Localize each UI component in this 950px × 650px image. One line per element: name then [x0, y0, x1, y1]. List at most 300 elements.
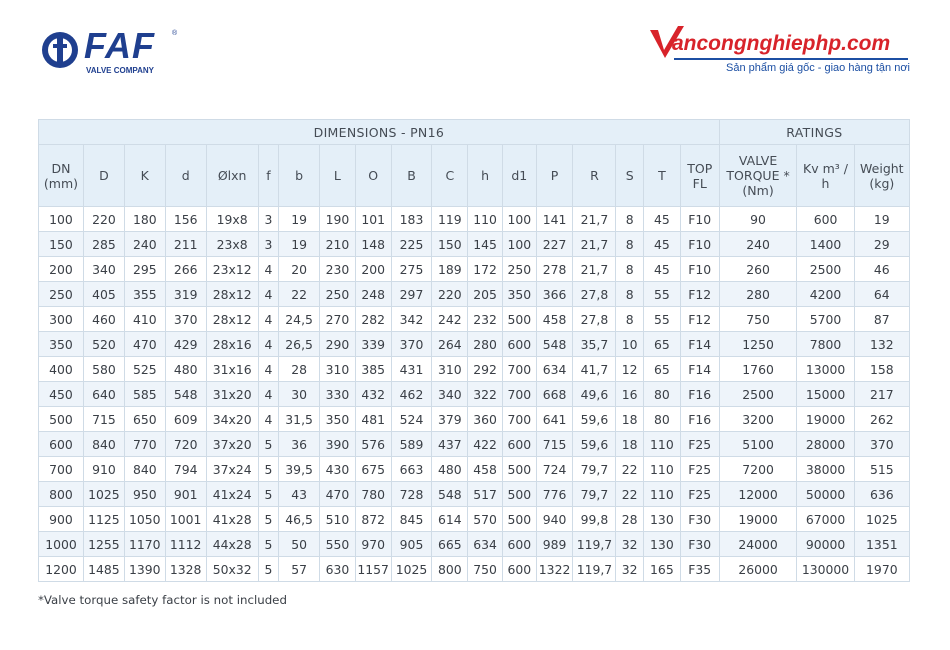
column-header-row [39, 145, 910, 207]
table-cell: 8 [616, 282, 644, 307]
table-cell: 15000 [797, 382, 854, 407]
brand-banner [648, 7, 910, 78]
table-cell: 770 [124, 432, 165, 457]
table-cell: 5 [258, 507, 278, 532]
table-cell: F35 [680, 557, 719, 582]
table-cell: 600 [502, 332, 536, 357]
table-cell: 64 [854, 282, 909, 307]
table-cell: 370 [165, 307, 206, 332]
table-cell: 45 [643, 207, 680, 232]
table-cell: 67000 [797, 507, 854, 532]
table-cell: F14 [680, 332, 719, 357]
table-cell: 845 [391, 507, 432, 532]
table-cell: F25 [680, 457, 719, 482]
table-cell: 59,6 [573, 432, 616, 457]
table-cell: 227 [536, 232, 573, 257]
table-cell: F12 [680, 307, 719, 332]
table-cell: 31x16 [206, 357, 258, 382]
column-header: f [258, 145, 278, 207]
table-cell: 101 [355, 207, 391, 232]
table-cell: 480 [165, 357, 206, 382]
table-cell: 970 [355, 532, 391, 557]
table-cell: 110 [643, 482, 680, 507]
table-cell: 220 [83, 207, 124, 232]
table-cell: 1170 [124, 532, 165, 557]
table-cell: 28x12 [206, 282, 258, 307]
table-cell: 270 [320, 307, 356, 332]
table-cell: 400 [39, 357, 84, 382]
table-cell: 319 [165, 282, 206, 307]
table-cell: 600 [502, 557, 536, 582]
table-cell: F16 [680, 382, 719, 407]
table-cell: 180 [124, 207, 165, 232]
table-cell: 225 [391, 232, 432, 257]
table-cell: F10 [680, 232, 719, 257]
table-cell: 183 [391, 207, 432, 232]
table-cell: 248 [355, 282, 391, 307]
table-cell: 130 [643, 532, 680, 557]
column-header: DN (mm) [39, 145, 84, 207]
table-cell: 240 [124, 232, 165, 257]
table-cell: 4 [258, 332, 278, 357]
table-cell: 119,7 [573, 532, 616, 557]
table-cell: 515 [854, 457, 909, 482]
table-cell: 18 [616, 432, 644, 457]
brand-name[interactable]: ancongnghiephp.com [672, 32, 891, 55]
table-cell: 22 [279, 282, 320, 307]
table-cell: 250 [39, 282, 84, 307]
table-cell: 41x28 [206, 507, 258, 532]
table-cell: 19 [279, 207, 320, 232]
table-cell: 4 [258, 282, 278, 307]
table-cell: 700 [502, 407, 536, 432]
table-cell: 26000 [719, 557, 797, 582]
table-cell: 360 [468, 407, 503, 432]
table-cell: 79,7 [573, 457, 616, 482]
table-cell: 32 [616, 557, 644, 582]
table-cell: 634 [536, 357, 573, 382]
table-cell: 27,8 [573, 282, 616, 307]
dimensions-group-title: DIMENSIONS - PN16 [39, 120, 720, 145]
table-cell: 46 [854, 257, 909, 282]
table-cell: 34x20 [206, 407, 258, 432]
table-cell: 3200 [719, 407, 797, 432]
table-cell: 500 [502, 482, 536, 507]
table-cell: 45 [643, 257, 680, 282]
table-cell: 668 [536, 382, 573, 407]
table-cell: 300 [39, 307, 84, 332]
table-cell: 156 [165, 207, 206, 232]
table-cell: 650 [124, 407, 165, 432]
table-cell: 614 [432, 507, 468, 532]
table-cell: 158 [854, 357, 909, 382]
table-cell: 18 [616, 407, 644, 432]
table-cell: 210 [320, 232, 356, 257]
table-cell: 297 [391, 282, 432, 307]
table-cell: 728 [391, 482, 432, 507]
table-cell: 8 [616, 257, 644, 282]
table-cell: 280 [719, 282, 797, 307]
column-header: R [573, 145, 616, 207]
table-cell: 292 [468, 357, 503, 382]
table-cell: 750 [719, 307, 797, 332]
table-cell: 119 [432, 207, 468, 232]
table-cell: 50 [279, 532, 320, 557]
table-cell: 24,5 [279, 307, 320, 332]
table-cell: 840 [83, 432, 124, 457]
table-cell: 150 [39, 232, 84, 257]
table-row [39, 557, 910, 582]
table-cell: 55 [643, 282, 680, 307]
table-cell: 600 [797, 207, 854, 232]
logo-registered: ® [172, 30, 178, 37]
table-cell: 470 [124, 332, 165, 357]
table-cell: 458 [536, 307, 573, 332]
column-header: T [643, 145, 680, 207]
table-cell: 520 [83, 332, 124, 357]
table-cell: 190 [320, 207, 356, 232]
table-cell: 260 [719, 257, 797, 282]
table-cell: 65 [643, 332, 680, 357]
table-cell: 715 [83, 407, 124, 432]
table-cell: 285 [83, 232, 124, 257]
table-cell: 38000 [797, 457, 854, 482]
column-header: C [432, 145, 468, 207]
table-cell: 49,6 [573, 382, 616, 407]
table-cell: 1200 [39, 557, 84, 582]
table-cell: 405 [83, 282, 124, 307]
table-cell: 500 [39, 407, 84, 432]
table-cell: 57 [279, 557, 320, 582]
table-cell: 3 [258, 207, 278, 232]
column-header: D [83, 145, 124, 207]
table-cell: 264 [432, 332, 468, 357]
table-cell: 8 [616, 307, 644, 332]
table-cell: 242 [432, 307, 468, 332]
table-cell: 609 [165, 407, 206, 432]
table-cell: 800 [432, 557, 468, 582]
table-cell: 517 [468, 482, 503, 507]
table-cell: 840 [124, 457, 165, 482]
table-cell: 1025 [83, 482, 124, 507]
table-cell: 700 [39, 457, 84, 482]
table-cell: 429 [165, 332, 206, 357]
table-cell: F10 [680, 207, 719, 232]
table-cell: 663 [391, 457, 432, 482]
brand-underline [674, 58, 908, 60]
table-cell: 50000 [797, 482, 854, 507]
table-cell: 310 [432, 357, 468, 382]
table-cell: 550 [320, 532, 356, 557]
table-cell: 12 [616, 357, 644, 382]
table-cell: 280 [468, 332, 503, 357]
table-cell: 10 [616, 332, 644, 357]
table-cell: 1025 [391, 557, 432, 582]
table-cell: 310 [320, 357, 356, 382]
table-cell: 370 [391, 332, 432, 357]
table-cell: 5100 [719, 432, 797, 457]
table-cell: 5700 [797, 307, 854, 332]
table-cell: 641 [536, 407, 573, 432]
table-cell: 640 [83, 382, 124, 407]
table-cell: 900 [39, 507, 84, 532]
table-cell: 19 [279, 232, 320, 257]
table-cell: 437 [432, 432, 468, 457]
table-cell: 580 [83, 357, 124, 382]
table-cell: 385 [355, 357, 391, 382]
column-header: O [355, 145, 391, 207]
table-cell: 350 [502, 282, 536, 307]
table-cell: F10 [680, 257, 719, 282]
table-cell: 431 [391, 357, 432, 382]
table-cell: 940 [536, 507, 573, 532]
table-cell: 1112 [165, 532, 206, 557]
table-cell: 2500 [719, 382, 797, 407]
table-cell: 1328 [165, 557, 206, 582]
table-cell: 80 [643, 382, 680, 407]
table-cell: F16 [680, 407, 719, 432]
table-cell: 189 [432, 257, 468, 282]
table-cell: 295 [124, 257, 165, 282]
table-cell: 1351 [854, 532, 909, 557]
table-cell: 355 [124, 282, 165, 307]
table-cell: 1400 [797, 232, 854, 257]
table-row [39, 432, 910, 457]
table-cell: 1390 [124, 557, 165, 582]
faf-logo [40, 25, 190, 76]
table-cell: 80 [643, 407, 680, 432]
table-cell: 110 [468, 207, 503, 232]
table-cell: 322 [468, 382, 503, 407]
table-cell: 132 [854, 332, 909, 357]
table-cell: 1760 [719, 357, 797, 382]
table-cell: 366 [536, 282, 573, 307]
table-cell: 110 [643, 457, 680, 482]
table-cell: 5 [258, 457, 278, 482]
table-cell: 525 [124, 357, 165, 382]
logo-subtitle: VALVE COMPANY [86, 66, 155, 75]
table-cell: 65 [643, 357, 680, 382]
table-cell: 211 [165, 232, 206, 257]
table-cell: 290 [320, 332, 356, 357]
column-header: Kv m³ / h [797, 145, 854, 207]
table-cell: 342 [391, 307, 432, 332]
table-cell: 715 [536, 432, 573, 457]
table-cell: F12 [680, 282, 719, 307]
ratings-group-title: RATINGS [719, 120, 909, 145]
table-cell: 500 [502, 457, 536, 482]
table-cell: 901 [165, 482, 206, 507]
table-body [39, 207, 910, 582]
table-cell: 570 [468, 507, 503, 532]
table-cell: 35,7 [573, 332, 616, 357]
table-cell: 548 [165, 382, 206, 407]
table-cell: 350 [320, 407, 356, 432]
table-cell: 43 [279, 482, 320, 507]
table-cell: 458 [468, 457, 503, 482]
table-cell: 21,7 [573, 257, 616, 282]
table-cell: 22 [616, 482, 644, 507]
table-cell: 20 [279, 257, 320, 282]
table-cell: 28000 [797, 432, 854, 457]
table-cell: 481 [355, 407, 391, 432]
table-cell: 41x24 [206, 482, 258, 507]
table-cell: 50x32 [206, 557, 258, 582]
table-cell: 350 [39, 332, 84, 357]
table-cell: 794 [165, 457, 206, 482]
column-header: b [279, 145, 320, 207]
table-cell: 340 [432, 382, 468, 407]
table-cell: 29 [854, 232, 909, 257]
table-cell: 1001 [165, 507, 206, 532]
table-cell: 7200 [719, 457, 797, 482]
faf-valve-icon [40, 30, 80, 70]
table-cell: 675 [355, 457, 391, 482]
column-header: d1 [502, 145, 536, 207]
table-cell: 23x8 [206, 232, 258, 257]
table-cell: 275 [391, 257, 432, 282]
table-row [39, 532, 910, 557]
table-cell: 776 [536, 482, 573, 507]
table-cell: 1125 [83, 507, 124, 532]
table-cell: 21,7 [573, 207, 616, 232]
table-cell: 2500 [797, 257, 854, 282]
table-cell: 634 [468, 532, 503, 557]
table-cell: 150 [432, 232, 468, 257]
table-cell: 130 [643, 507, 680, 532]
table-cell: 45 [643, 232, 680, 257]
table-cell: 217 [854, 382, 909, 407]
table-cell: 910 [83, 457, 124, 482]
table-cell: 240 [719, 232, 797, 257]
table-cell: 31x20 [206, 382, 258, 407]
table-cell: 200 [39, 257, 84, 282]
table-cell: 1050 [124, 507, 165, 532]
table-row [39, 307, 910, 332]
brand-initial: V [648, 7, 659, 26]
table-cell: 524 [391, 407, 432, 432]
table-cell: 636 [854, 482, 909, 507]
table-cell: 4 [258, 257, 278, 282]
table-cell: 39,5 [279, 457, 320, 482]
table-cell: 430 [320, 457, 356, 482]
table-cell: 432 [355, 382, 391, 407]
table-cell: 600 [39, 432, 84, 457]
table-cell: 4 [258, 382, 278, 407]
table-cell: 500 [502, 307, 536, 332]
table-cell: 800 [39, 482, 84, 507]
table-cell: 232 [468, 307, 503, 332]
table-cell: 262 [854, 407, 909, 432]
table-cell: 31,5 [279, 407, 320, 432]
table-cell: 390 [320, 432, 356, 457]
table-cell: 19000 [797, 407, 854, 432]
table-cell: 500 [502, 507, 536, 532]
table-cell: 589 [391, 432, 432, 457]
table-cell: 3 [258, 232, 278, 257]
table-cell: 37x24 [206, 457, 258, 482]
table-cell: 266 [165, 257, 206, 282]
table-row [39, 507, 910, 532]
table-cell: 700 [502, 382, 536, 407]
table-cell: 4 [258, 307, 278, 332]
table-group-header [39, 120, 910, 145]
table-cell: F30 [680, 532, 719, 557]
table-cell: 460 [83, 307, 124, 332]
table-cell: 480 [432, 457, 468, 482]
table-cell: 1322 [536, 557, 573, 582]
table-cell: 250 [320, 282, 356, 307]
table-row [39, 357, 910, 382]
table-cell: 59,6 [573, 407, 616, 432]
table-cell: 1250 [719, 332, 797, 357]
table-row [39, 282, 910, 307]
table-cell: 4200 [797, 282, 854, 307]
column-header: Weight (kg) [854, 145, 909, 207]
table-cell: 130000 [797, 557, 854, 582]
logo-name: FAF [84, 25, 155, 66]
table-cell: 905 [391, 532, 432, 557]
table-cell: 339 [355, 332, 391, 357]
table-cell: 370 [854, 432, 909, 457]
table-cell: 5 [258, 432, 278, 457]
table-cell: 12000 [719, 482, 797, 507]
table-cell: 410 [124, 307, 165, 332]
table-row [39, 482, 910, 507]
table-cell: 19x8 [206, 207, 258, 232]
table-cell: 23x12 [206, 257, 258, 282]
table-cell: 205 [468, 282, 503, 307]
table-cell: 282 [355, 307, 391, 332]
table-cell: 750 [468, 557, 503, 582]
dimensions-table [38, 119, 910, 582]
table-cell: 548 [432, 482, 468, 507]
table-cell: 99,8 [573, 507, 616, 532]
column-header: VALVE TORQUE * (Nm) [719, 145, 797, 207]
table-cell: 30 [279, 382, 320, 407]
table-cell: 462 [391, 382, 432, 407]
table-cell: 28 [616, 507, 644, 532]
table-cell: 21,7 [573, 232, 616, 257]
table-cell: 148 [355, 232, 391, 257]
table-cell: 90 [719, 207, 797, 232]
table-row [39, 382, 910, 407]
column-header: L [320, 145, 356, 207]
table-cell: 600 [502, 532, 536, 557]
table-cell: 1157 [355, 557, 391, 582]
table-cell: 548 [536, 332, 573, 357]
table-cell: F14 [680, 357, 719, 382]
table-cell: 4 [258, 357, 278, 382]
table-cell: 780 [355, 482, 391, 507]
table-cell: 720 [165, 432, 206, 457]
table-cell: 230 [320, 257, 356, 282]
table-cell: 26,5 [279, 332, 320, 357]
table-row [39, 332, 910, 357]
table-cell: 24000 [719, 532, 797, 557]
table-cell: 665 [432, 532, 468, 557]
table-cell: 55 [643, 307, 680, 332]
table-cell: F25 [680, 482, 719, 507]
table-cell: 630 [320, 557, 356, 582]
table-cell: 340 [83, 257, 124, 282]
table-cell: F30 [680, 507, 719, 532]
table-cell: 1485 [83, 557, 124, 582]
column-header: Ølxn [206, 145, 258, 207]
table-row [39, 207, 910, 232]
column-header: B [391, 145, 432, 207]
table-cell: 250 [502, 257, 536, 282]
